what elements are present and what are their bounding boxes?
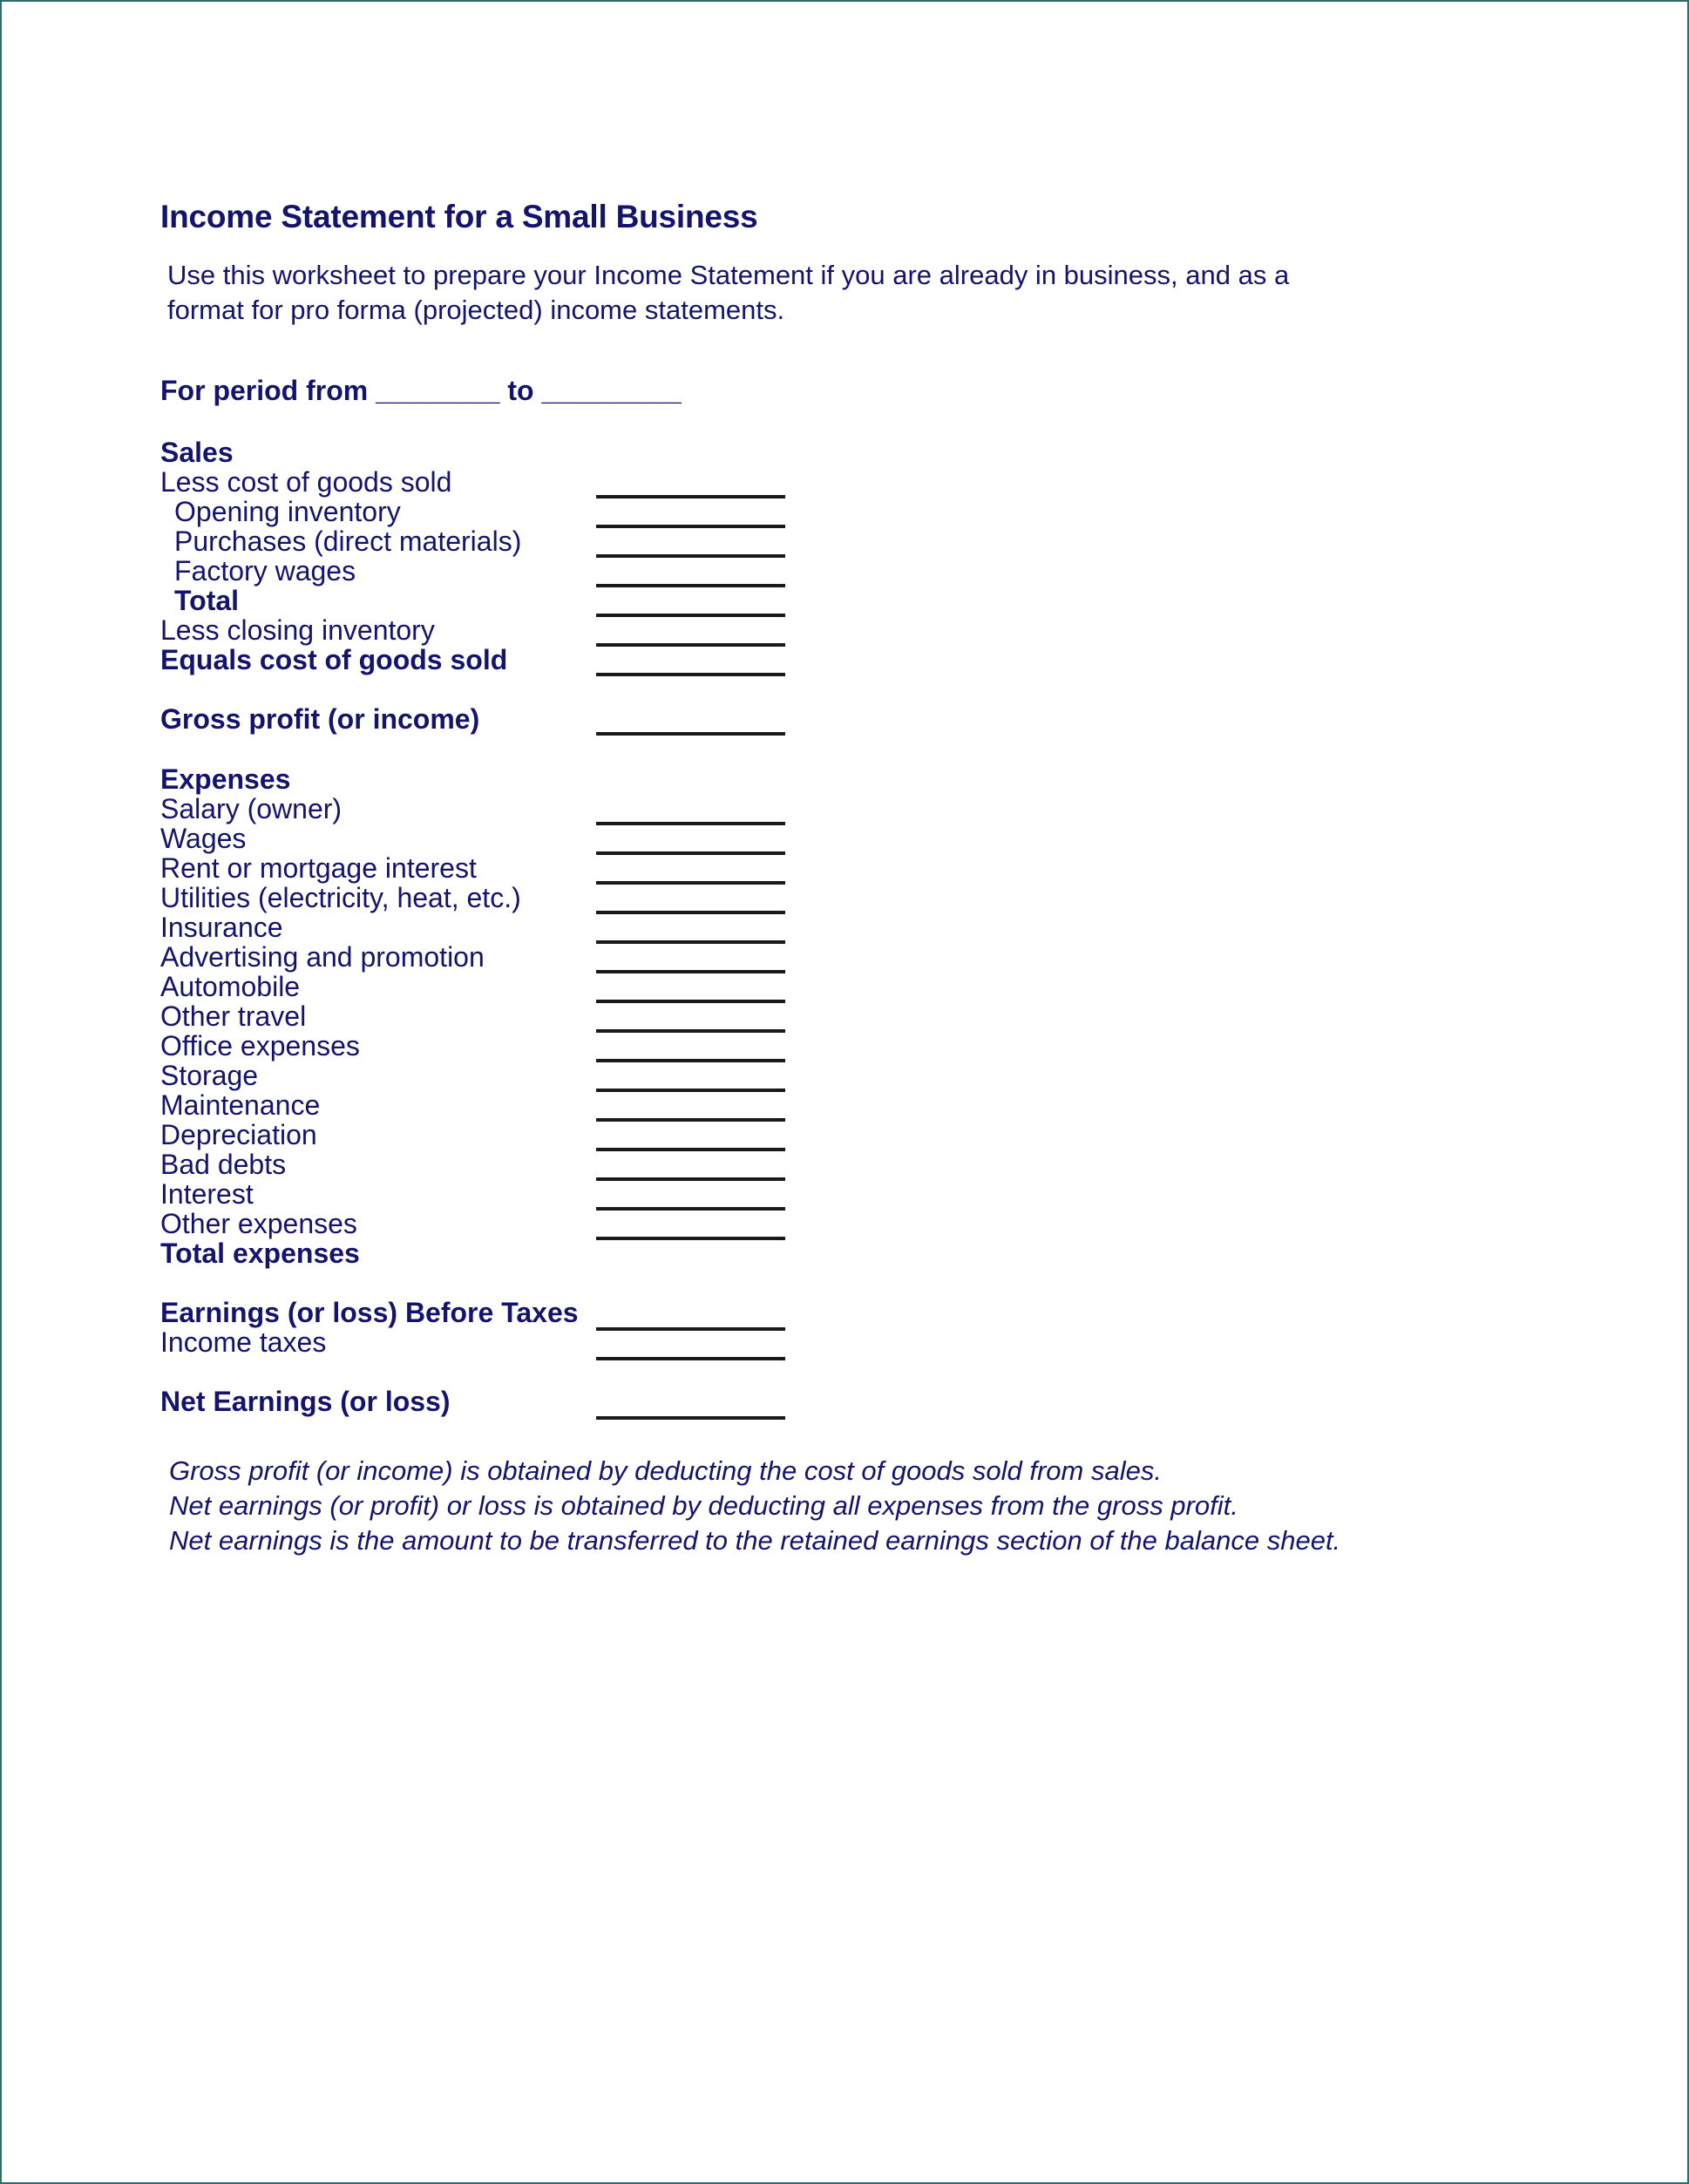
label-depreciation: Depreciation bbox=[160, 1119, 317, 1150]
label-total: Total bbox=[174, 585, 240, 616]
blank-line[interactable] bbox=[596, 1237, 785, 1240]
label-sales: Sales bbox=[160, 437, 234, 468]
blank-line[interactable] bbox=[596, 584, 785, 587]
blank-line[interactable] bbox=[596, 1207, 785, 1211]
footnote-line: Gross profit (or income) is obtained by deducting the cost of goods sold from sales. bbox=[169, 1455, 1162, 1486]
label-advertising: Advertising and promotion bbox=[160, 941, 485, 973]
label-bad-debts: Bad debts bbox=[160, 1149, 287, 1180]
label-office-expenses: Office expenses bbox=[160, 1030, 360, 1061]
label-salary: Salary (owner) bbox=[160, 793, 343, 824]
label-insurance: Insurance bbox=[160, 912, 283, 943]
label-other-expenses: Other expenses bbox=[160, 1208, 357, 1239]
footnote-line: Net earnings is the amount to be transferred to the retained earnings section of the balance sheet. bbox=[169, 1525, 1341, 1556]
blank-line[interactable] bbox=[596, 614, 785, 617]
blank-line[interactable] bbox=[596, 1148, 785, 1151]
footnote-line: Net earnings (or profit) or loss is obtained by deducting all expenses from the gross profit. bbox=[169, 1490, 1238, 1521]
blank-line[interactable] bbox=[596, 554, 785, 558]
blank-line[interactable] bbox=[596, 1029, 785, 1033]
label-expenses: Expenses bbox=[160, 763, 291, 795]
label-interest: Interest bbox=[160, 1178, 254, 1210]
blank-line[interactable] bbox=[596, 940, 785, 944]
blank-line[interactable] bbox=[596, 851, 785, 855]
label-wages: Wages bbox=[160, 823, 247, 854]
label-earnings-before-taxes: Earnings (or loss) Before Taxes bbox=[160, 1297, 579, 1328]
blank-line[interactable] bbox=[596, 822, 785, 825]
blank-line[interactable] bbox=[596, 881, 785, 885]
blank-line[interactable] bbox=[596, 1000, 785, 1003]
blank-line[interactable] bbox=[596, 1089, 785, 1092]
page-title: Income Statement for a Small Business bbox=[160, 199, 758, 234]
blank-line[interactable] bbox=[596, 1327, 785, 1331]
intro-line: format for pro forma (projected) income statements. bbox=[167, 295, 785, 325]
label-opening-inventory: Opening inventory bbox=[174, 496, 401, 527]
blank-line[interactable] bbox=[596, 1357, 785, 1360]
label-equals-cogs: Equals cost of goods sold bbox=[160, 644, 508, 675]
label-purchases: Purchases (direct materials) bbox=[174, 526, 522, 557]
blank-line[interactable] bbox=[596, 1177, 785, 1181]
period-line: For period from ________ to _________ bbox=[160, 375, 682, 406]
blank-line[interactable] bbox=[596, 732, 785, 736]
blank-line[interactable] bbox=[596, 970, 785, 973]
label-gross-profit: Gross profit (or income) bbox=[160, 703, 480, 735]
blank-line[interactable] bbox=[596, 1416, 785, 1420]
footnotes bbox=[169, 1454, 1340, 1558]
label-maintenance: Maintenance bbox=[160, 1089, 321, 1121]
label-total-expenses: Total expenses bbox=[160, 1238, 360, 1269]
label-factory-wages: Factory wages bbox=[174, 555, 356, 587]
label-income-taxes: Income taxes bbox=[160, 1326, 327, 1358]
label-other-travel: Other travel bbox=[160, 1000, 307, 1032]
blank-line[interactable] bbox=[596, 673, 785, 676]
label-less-cogs: Less cost of goods sold bbox=[160, 466, 452, 498]
label-rent: Rent or mortgage interest bbox=[160, 852, 477, 884]
blank-line[interactable] bbox=[596, 1059, 785, 1062]
blank-line[interactable] bbox=[596, 643, 785, 647]
intro-line: Use this worksheet to prepare your Income Statement if you are already in business, and as a bbox=[167, 260, 1290, 290]
label-utilities: Utilities (electricity, heat, etc.) bbox=[160, 882, 521, 913]
label-less-closing-inventory: Less closing inventory bbox=[160, 614, 435, 646]
blank-line[interactable] bbox=[596, 495, 785, 499]
label-automobile: Automobile bbox=[160, 971, 301, 1002]
blank-line[interactable] bbox=[596, 911, 785, 914]
intro-text bbox=[167, 258, 1387, 328]
label-net-earnings: Net Earnings (or loss) bbox=[160, 1386, 451, 1417]
label-storage: Storage bbox=[160, 1060, 259, 1091]
blank-line[interactable] bbox=[596, 525, 785, 528]
blank-line[interactable] bbox=[596, 1118, 785, 1122]
